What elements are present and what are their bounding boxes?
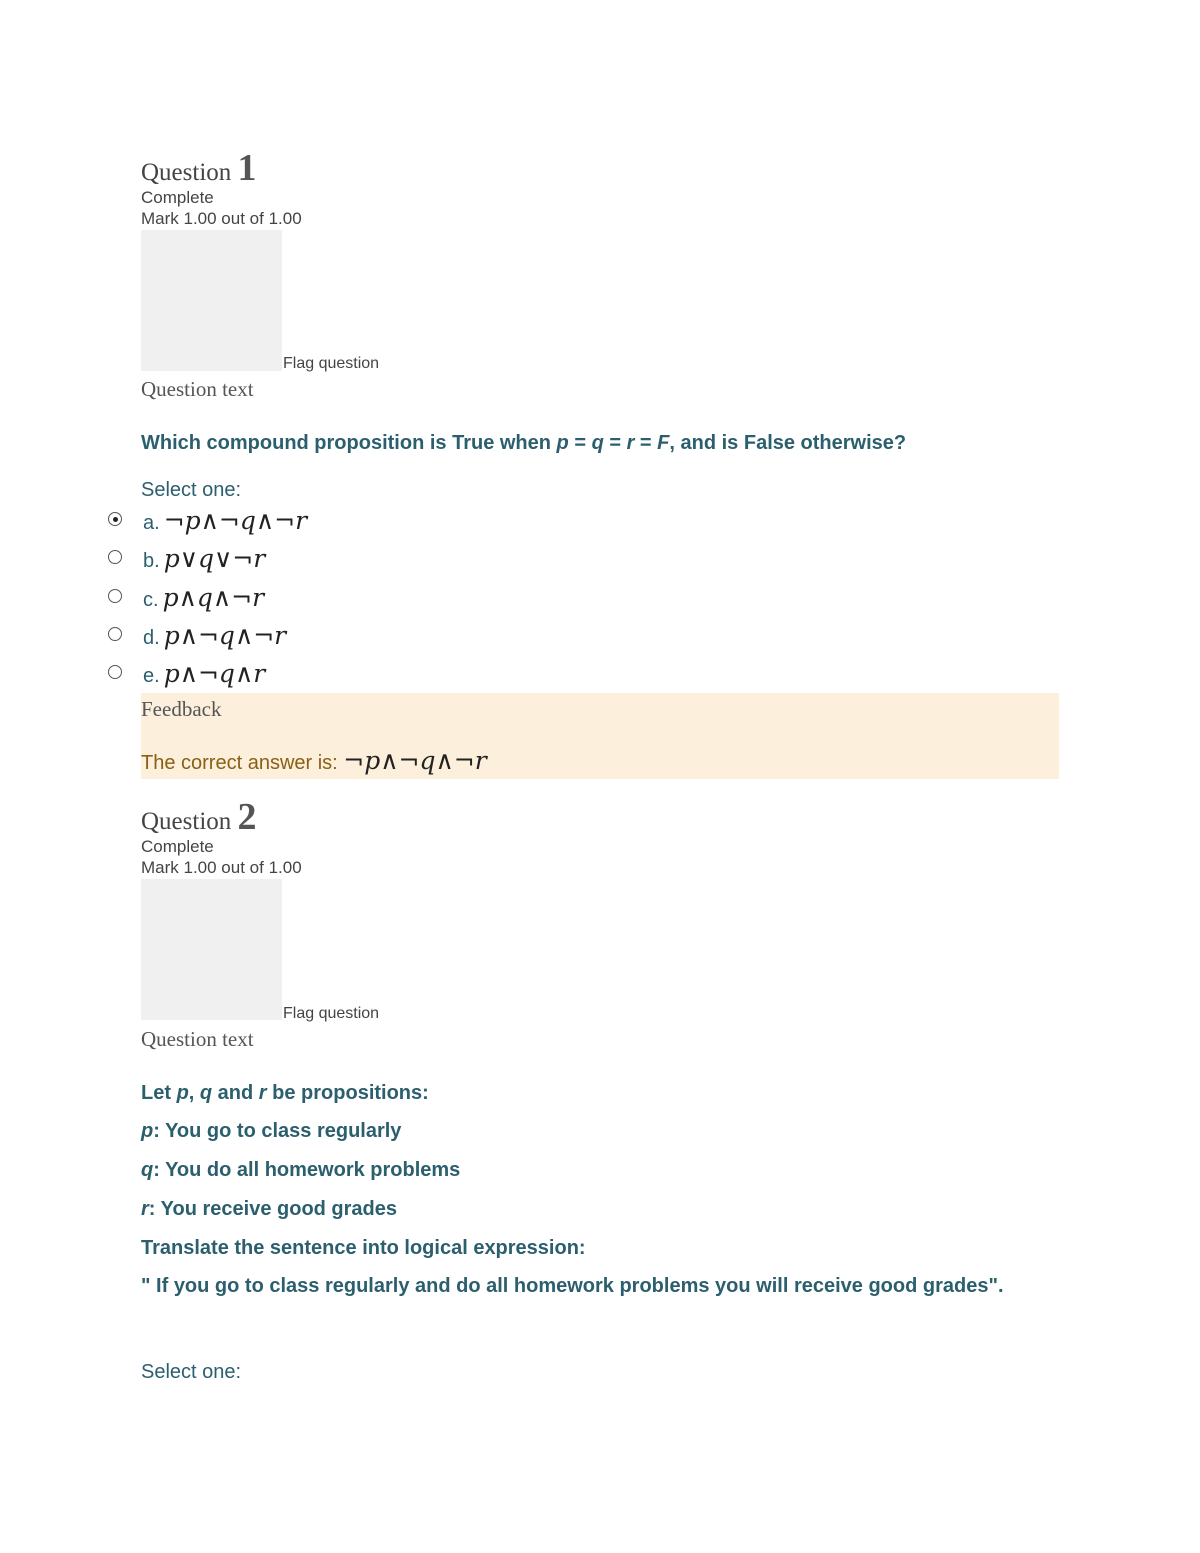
q1-number: 1: [237, 147, 257, 189]
q1-flag-question-link[interactable]: Flag question: [283, 355, 380, 372]
option-formula: ¬p∧¬q∧¬r: [163, 506, 308, 535]
option-letter: b.: [143, 550, 160, 572]
option-letter: e.: [143, 665, 160, 687]
q1-option-d-radio[interactable]: [108, 627, 122, 641]
q1-option-e-radio[interactable]: [108, 665, 122, 679]
q1-heading: [141, 146, 257, 190]
q1-option-c-radio[interactable]: [108, 589, 122, 603]
q2-question-text-label: Question text: [141, 1027, 254, 1051]
q2-mark: Mark 1.00 out of 1.00: [141, 858, 302, 877]
q1-heading-word: Question: [141, 159, 232, 186]
q2-flag-question-link[interactable]: Flag question: [283, 1005, 380, 1022]
q2-number: 2: [237, 796, 257, 838]
q1-mark: Mark 1.00 out of 1.00: [141, 209, 302, 228]
correct-answer-prefix: The correct answer is:: [141, 752, 344, 774]
q1-option-a[interactable]: [143, 506, 307, 535]
q1-status: Complete: [141, 188, 214, 207]
q1-feedback-label: Feedback: [141, 697, 222, 721]
q2-def-q: q: You do all homework problems: [141, 1159, 461, 1181]
q2-heading-word: Question: [141, 808, 232, 835]
q2-heading: [141, 795, 257, 839]
q1-flag-icon[interactable]: [141, 230, 282, 371]
q2-def-r: r: You receive good grades: [141, 1198, 398, 1220]
q2-line-propositions: Let p, q and r be propositions:: [141, 1082, 429, 1104]
q1-option-d[interactable]: [143, 621, 286, 650]
q2-instruction: Translate the sentence into logical expression:: [141, 1237, 586, 1259]
q1-option-b[interactable]: [143, 544, 265, 573]
q1-correct-answer: [141, 746, 487, 775]
q2-status: Complete: [141, 837, 214, 856]
q1-option-b-radio[interactable]: [108, 550, 122, 564]
option-formula: p∧¬q∧¬r: [163, 621, 287, 650]
q1-option-c[interactable]: [143, 583, 264, 612]
q1-option-e[interactable]: [143, 659, 265, 688]
q1-prompt: Which compound proposition is True when p = q = r = F, and is False otherwise?: [141, 432, 907, 454]
option-letter: c.: [143, 589, 159, 611]
option-formula: p∨q∨¬r: [163, 544, 266, 573]
q2-sentence: " If you go to class regularly and do all homework problems you will receive good grades".: [141, 1275, 1004, 1297]
option-formula: p∧¬q∧r: [163, 659, 266, 688]
correct-answer-formula: ¬p∧¬q∧¬r: [343, 746, 487, 775]
option-formula: p∧q∧¬r: [162, 583, 265, 612]
q2-flag-icon[interactable]: [141, 879, 282, 1020]
option-letter: a.: [143, 512, 160, 534]
q2-select-one-label: Select one:: [141, 1361, 242, 1383]
q1-select-one-label: Select one:: [141, 479, 242, 501]
option-letter: d.: [143, 627, 160, 649]
q1-question-text-label: Question text: [141, 377, 254, 401]
q2-def-p: p: You go to class regularly: [141, 1120, 402, 1142]
q1-option-a-radio[interactable]: [108, 512, 122, 526]
